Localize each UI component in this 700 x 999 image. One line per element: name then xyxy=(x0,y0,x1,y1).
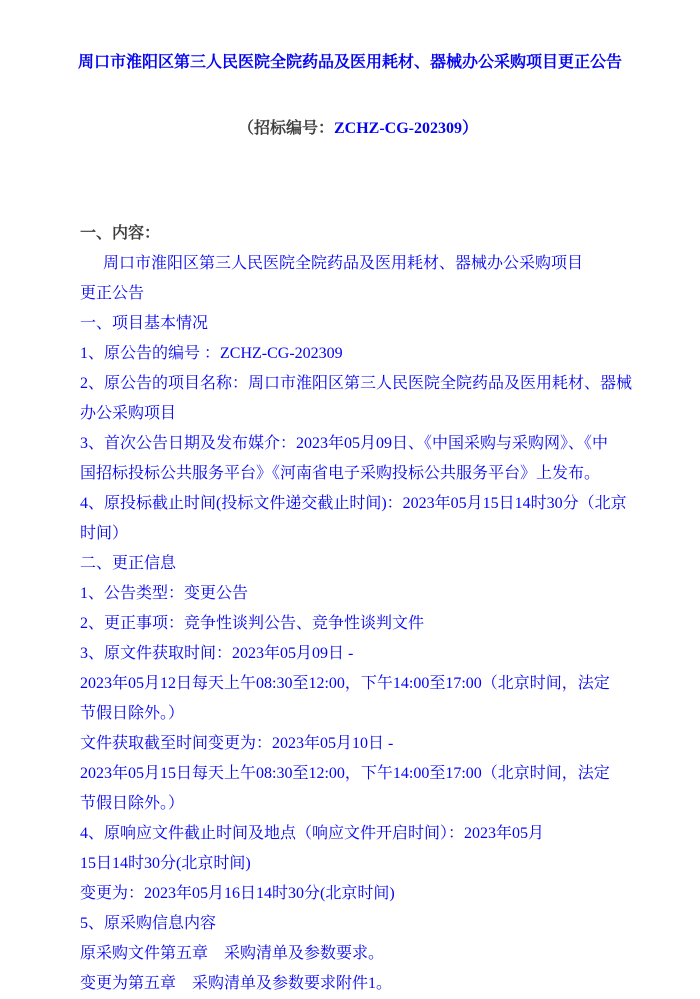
document-line: 变更为第五章 采购清单及参数要求附件1。 xyxy=(80,975,393,992)
document-line: 时间） xyxy=(80,525,129,542)
section-heading-content: 一、内容： xyxy=(80,225,161,242)
document-line: 2、更正事项：竞争性谈判公告、竞争性谈判文件 xyxy=(80,615,425,632)
tender-number-line xyxy=(0,79,700,178)
document-line: 3、原文件获取时间：2023年05月09日 - xyxy=(80,645,354,662)
document-line: 原采购文件第五章 采购清单及参数要求。 xyxy=(80,945,385,962)
document-line: 2023年05月15日每天上午08:30至12:00，下午14:00至17:00（北京时间，法定 xyxy=(80,765,610,782)
document-line: 1、原公告的编号 ：ZCHZ-CG-202309 xyxy=(80,345,343,362)
tender-number-label: （招标编号： xyxy=(237,120,334,137)
document-body xyxy=(0,219,700,999)
document-title: 周口市淮阳区第三人民医院全院药品及医用耗材、器械办公采购项目更正公告 xyxy=(77,54,622,71)
document-line: 二、更正信息 xyxy=(80,555,177,572)
document-line: 节假日除外。） xyxy=(80,705,185,722)
document-line: 15日14时30分(北京时间) xyxy=(80,855,251,872)
document-line: 4、原投标截止时间(投标文件递交截止时间)：2023年05月15日14时30分（北京 xyxy=(80,495,627,512)
document-line: 一、项目基本情况 xyxy=(80,315,209,332)
document-line: 更正公告 xyxy=(80,285,145,302)
document-line: 1、公告类型：变更公告 xyxy=(80,585,249,602)
document-line: 周口市淮阳区第三人民医院全院药品及医用耗材、器械办公采购项目 xyxy=(103,255,584,272)
document-line: 4、原响应文件截止时间及地点（响应文件开启时间）：2023年05月 xyxy=(80,825,545,842)
document-line: 5、原采购信息内容 xyxy=(80,915,217,932)
tender-number-code: ZCHZ-CG-202309） xyxy=(334,120,479,137)
document-line: 办公采购项目 xyxy=(80,405,177,422)
document-line: 2023年05月12日每天上午08:30至12:00，下午14:00至17:00（北京时间，法定 xyxy=(80,675,610,692)
document-line: 变更为：2023年05月16日14时30分(北京时间) xyxy=(80,885,395,902)
document-line: 3、首次公告日期及发布媒介：2023年05月09日、《中国采购与采购网》、《中 xyxy=(80,435,609,452)
document-line: 节假日除外。） xyxy=(80,795,185,812)
document-line: 2、原公告的项目名称：周口市淮阳区第三人民医院全院药品及医用耗材、器械 xyxy=(80,375,633,392)
document-line: 文件获取截至时间变更为：2023年05月10日 - xyxy=(80,735,394,752)
document-line: 国招标投标公共服务平台》《河南省电子采购投标公共服务平台》上发布。 xyxy=(80,465,601,482)
